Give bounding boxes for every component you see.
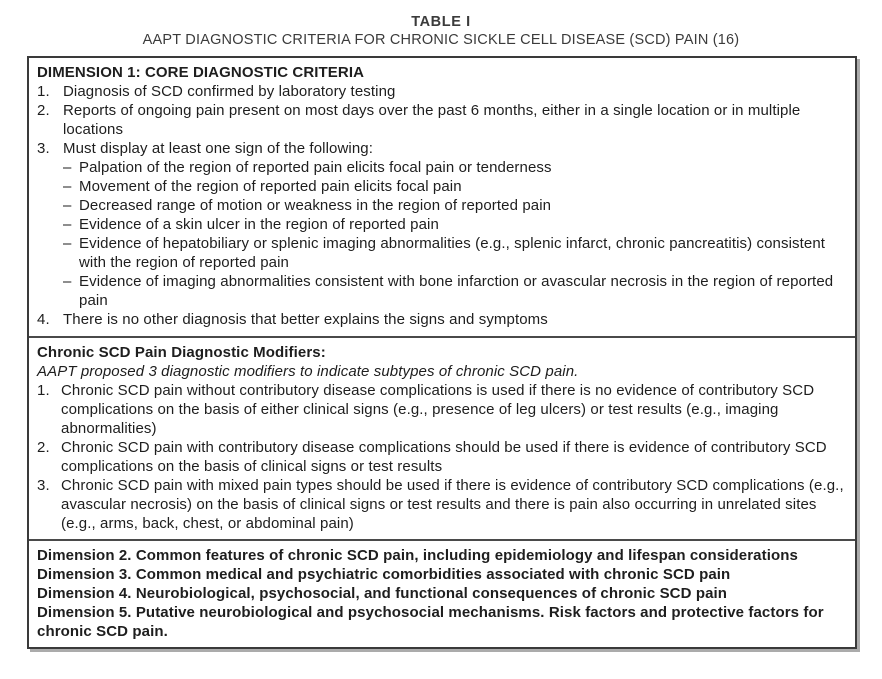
criterion-item (37, 101, 845, 139)
criterion-item (37, 82, 845, 101)
section-diagnostic-modifiers (29, 336, 855, 539)
dimension-line: Dimension 2. Common features of chronic SCD pain, including epidemiology and lifespan considerations (37, 547, 798, 564)
criterion-number: 4. (37, 311, 50, 328)
criterion-number: 1. (37, 83, 50, 100)
modifier-item (37, 381, 845, 438)
criterion-text: Must display at least one sign of the following: (63, 140, 373, 157)
section-dimensions-2-5 (29, 539, 855, 647)
modifier-text: Chronic SCD pain with contributory disease complications should be used if there is evidence of contributory SCD complications on the basis of clinical signs or test results (61, 439, 827, 475)
section-core-diagnostic-criteria (29, 58, 855, 336)
dimension-line: Dimension 4. Neurobiological, psychosocial, and functional consequences of chronic SCD pain (37, 585, 728, 602)
sign-item (63, 158, 845, 177)
sign-text: Decreased range of motion or weakness in the region of reported pain (79, 197, 552, 214)
modifier-item (37, 476, 845, 533)
bullet-dash: – (63, 178, 72, 195)
criterion-item (37, 139, 845, 158)
sign-text: Evidence of a skin ulcer in the region of reported pain (79, 216, 439, 233)
dimension-line: Dimension 3. Common medical and psychiatric comorbidities associated with chronic SCD pain (37, 566, 731, 583)
bullet-dash: – (63, 216, 72, 233)
criteria-table (27, 56, 857, 649)
bullet-dash: – (63, 197, 72, 214)
sign-text: Evidence of imaging abnormalities consistent with bone infarction or avascular necrosis in the region of reported pain (79, 273, 834, 309)
table-number: TABLE I (411, 14, 471, 30)
sign-item (63, 177, 845, 196)
criterion-number: 2. (37, 102, 50, 119)
dimension-line: Dimension 5. Putative neurobiological and psychosocial mechanisms. Risk factors and protective factors for chronic SCD pain. (37, 604, 824, 640)
section-header: DIMENSION 1: CORE DIAGNOSTIC CRITERIA (37, 64, 365, 81)
criterion-item (37, 310, 845, 329)
bullet-dash: – (63, 273, 72, 290)
bullet-dash: – (63, 159, 72, 176)
modifier-item (37, 438, 845, 476)
section-note: AAPT proposed 3 diagnostic modifiers to indicate subtypes of chronic SCD pain. (37, 363, 579, 380)
criterion-text: Diagnosis of SCD confirmed by laboratory testing (63, 83, 396, 100)
modifier-text: Chronic SCD pain without contributory disease complications is used if there is no evidence of contributory SCD complications on the basis of either clinical signs (e.g., presence of leg ulcers) or test results (e.g., imaging abnormalities) (61, 382, 815, 437)
modifier-number: 1. (37, 382, 50, 399)
modifier-number: 3. (37, 477, 50, 494)
section-header: Chronic SCD Pain Diagnostic Modifiers: (37, 344, 326, 361)
sign-text: Movement of the region of reported pain elicits focal pain (79, 178, 462, 195)
criterion-text: Reports of ongoing pain present on most days over the past 6 months, either in a single location or in multiple locations (63, 102, 801, 138)
table-title: AAPT DIAGNOSTIC CRITERIA FOR CHRONIC SICKLE CELL DISEASE (SCD) PAIN (16) (142, 32, 740, 48)
sign-text: Evidence of hepatobiliary or splenic imaging abnormalities (e.g., splenic infarct, chronic pancreatitis) consistent with the region of reported pain (79, 235, 826, 271)
modifier-number: 2. (37, 439, 50, 456)
table-caption (0, 0, 882, 49)
bullet-dash: – (63, 235, 72, 252)
sign-item (63, 272, 845, 310)
criterion-text: There is no other diagnosis that better explains the signs and symptoms (63, 311, 548, 328)
sign-item (63, 234, 845, 272)
sign-item (63, 215, 845, 234)
modifier-text: Chronic SCD pain with mixed pain types should be used if there is evidence of contributory SCD complications (e.g., avascular necrosis) on the basis of clinical signs or test results and there is pain also occurring in unrelated sites (e.g., arms, back, chest, or abdominal pain) (61, 477, 844, 532)
sign-item (63, 196, 845, 215)
criterion-number: 3. (37, 140, 50, 157)
sign-text: Palpation of the region of reported pain elicits focal pain or tenderness (79, 159, 552, 176)
sign-list (63, 158, 845, 310)
